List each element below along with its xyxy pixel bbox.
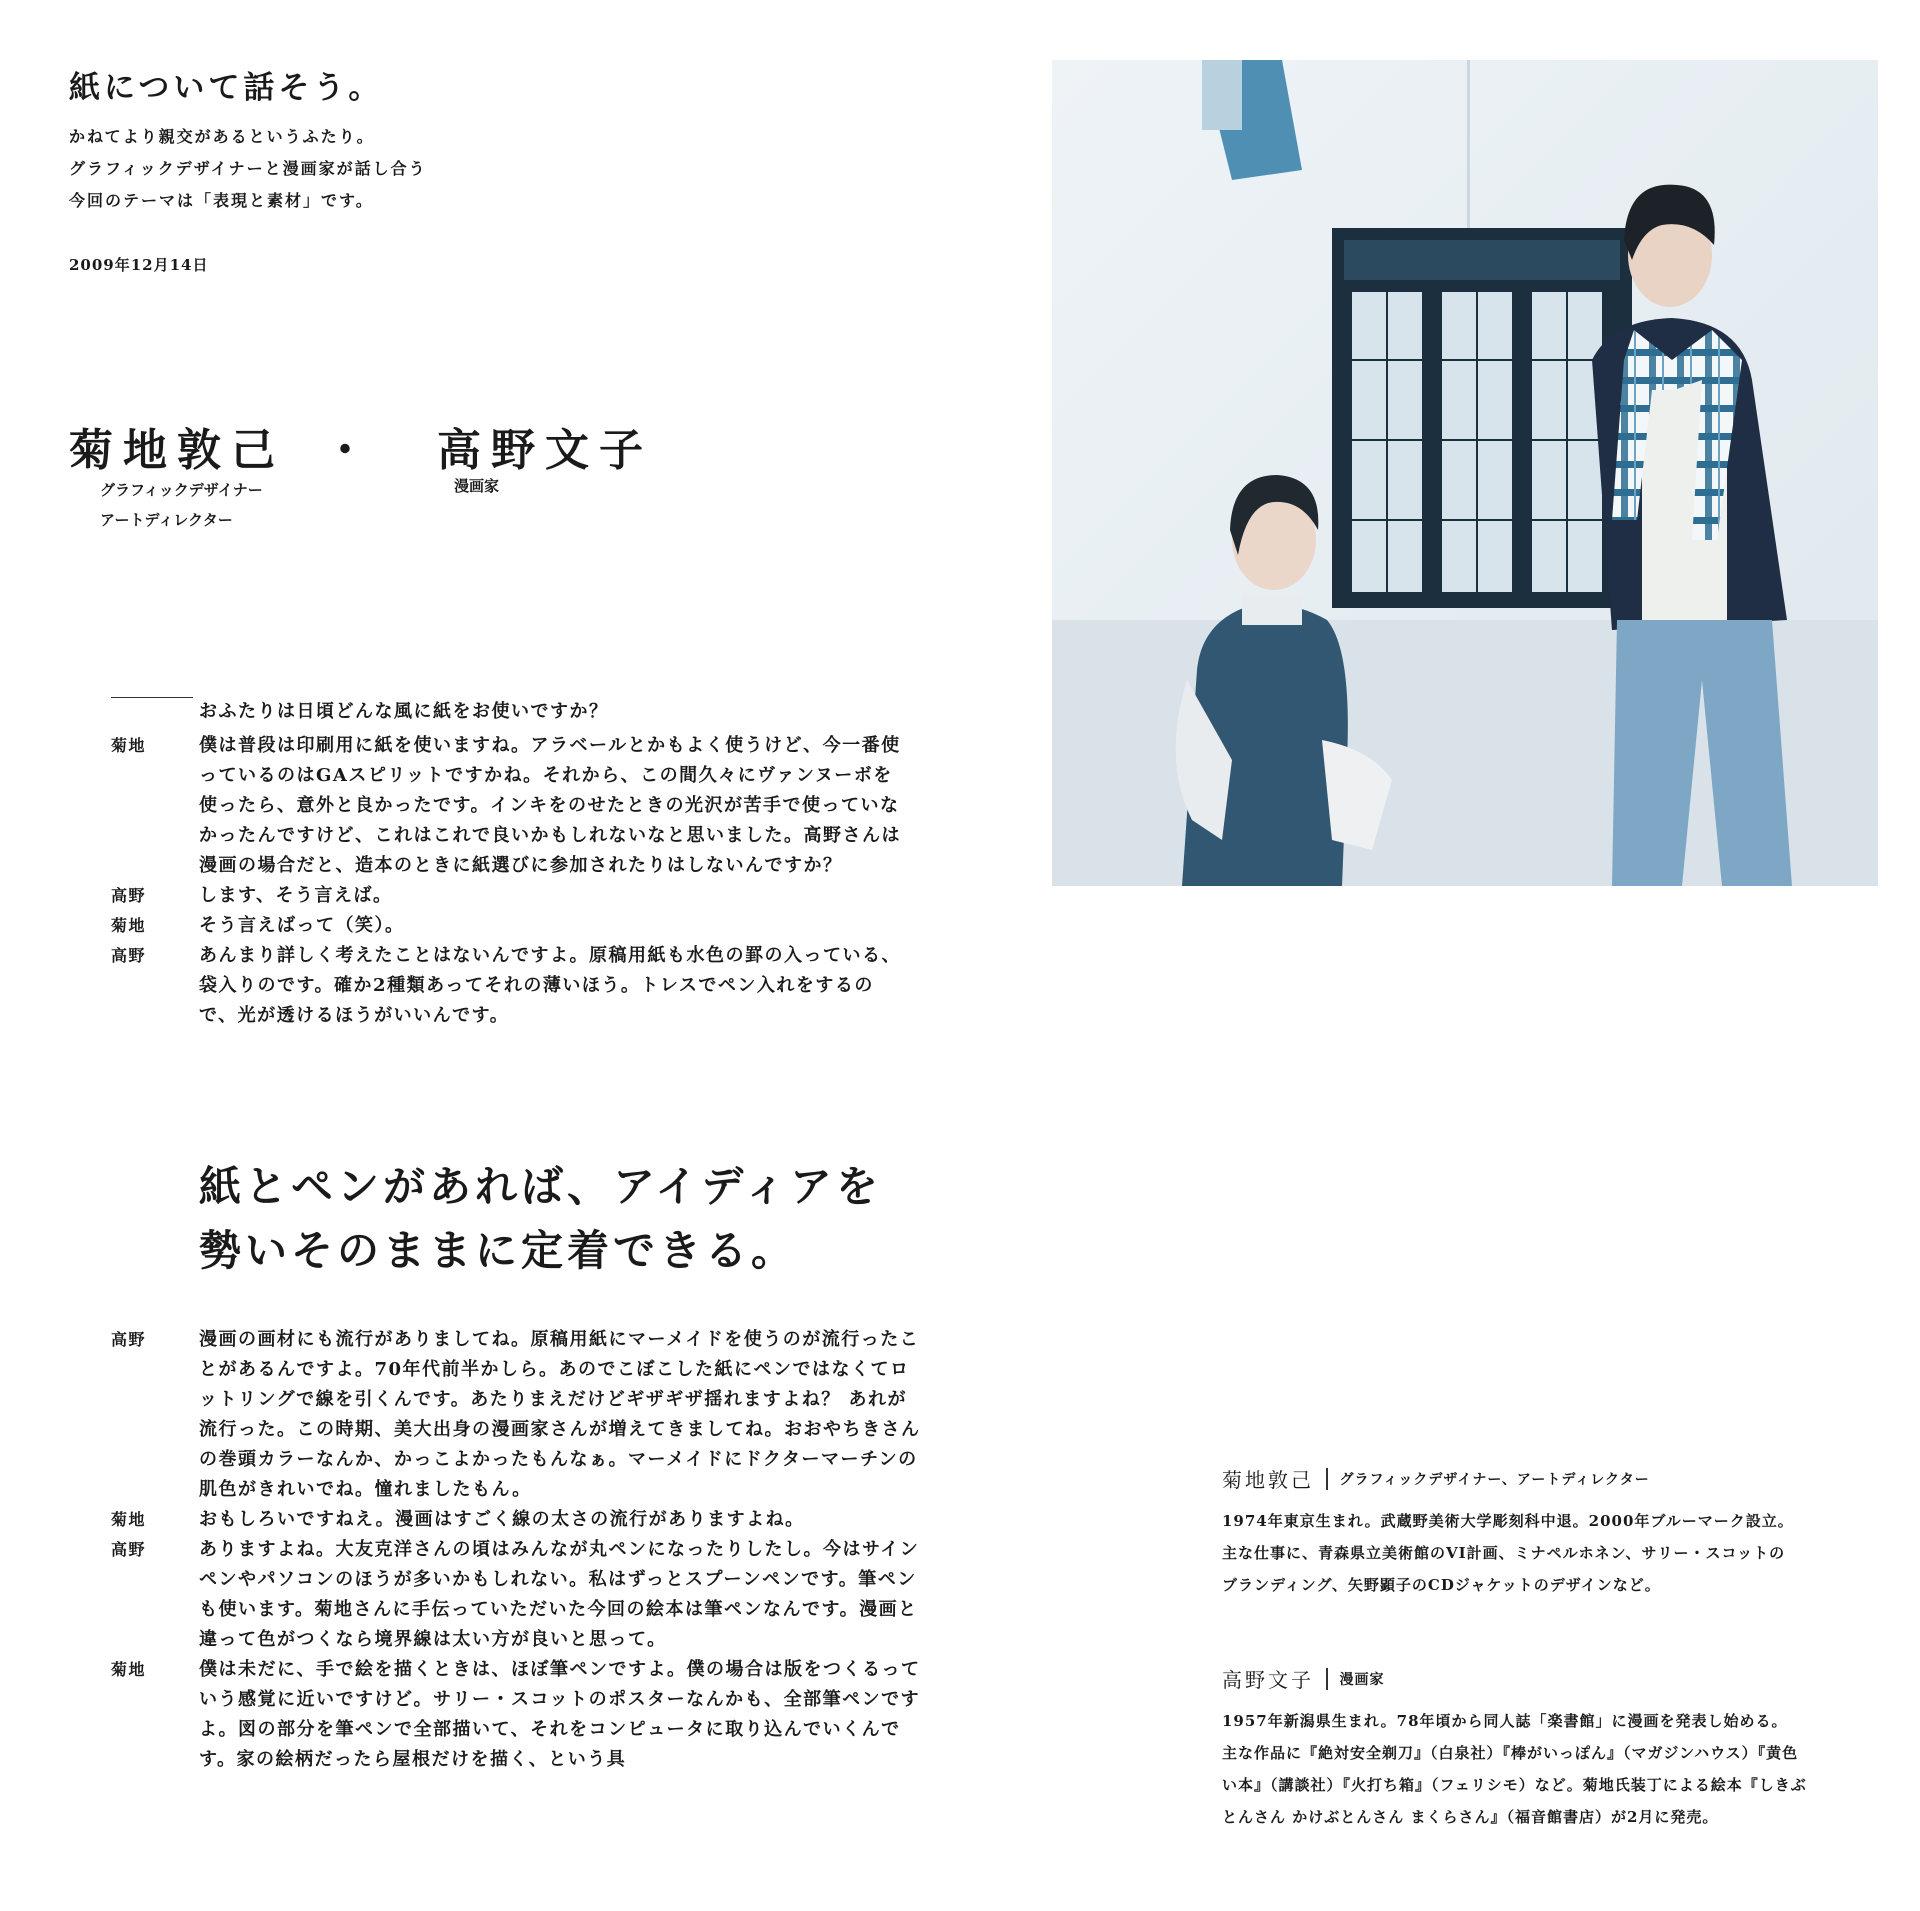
speaker-label: 菊地 [111, 916, 147, 935]
question-dash [111, 697, 193, 727]
speech-text: そう言えばって（笑）。 [199, 915, 405, 936]
pull-quote-line: 紙とペンがあれば、アイディアを [199, 1162, 882, 1211]
bio-divider [1326, 1668, 1328, 1690]
dialogue-line [111, 731, 901, 881]
dialogue-line [111, 881, 901, 911]
speaker-label: 菊地 [111, 1660, 147, 1679]
intro-text [69, 121, 427, 217]
speech-text: します、そう言えば。 [199, 885, 393, 906]
speaker-label: 高野 [111, 886, 147, 905]
dialogue-line [111, 941, 901, 1031]
speech-text: あんまり詳しく考えたことはないんですよ。原稿用紙も水色の罫の入っている、袋入りのです。確か2種類あってそれの薄いほう。トレスでペン入れをするので、光が透けるほうがいいんです。 [199, 945, 901, 1026]
bio-line: 主な仕事に、青森県立美術館のVI計画、ミナペルホネン、サリー・スコットの [1222, 1544, 1786, 1562]
question-text: おふたりは日頃どんな風に紙をお使いですか？ [199, 701, 609, 722]
bio-divider [1326, 1468, 1328, 1490]
dialogue-line [111, 1325, 926, 1505]
bio-role: グラフィックデザイナー、アートディレクター [1339, 1471, 1650, 1488]
bio-line: ブランディング、矢野顕子のCDジャケットのデザインなど。 [1222, 1576, 1661, 1594]
bio-text [1222, 1705, 1882, 1833]
speech-text: 僕は普段は印刷用に紙を使いますね。アラベールとかもよく使うけど、今一番使っているのはGAスピリットですかね。それから、この間久々にヴァンヌーボを使ったら、意外と良かったです。インキをのせたときの光沢が苦手で使っていなかったんですけど、これはこれで良いかもしれないなと思いました。高野さんは漫画の場合だと、造本のときに紙選びに参加されたりはしないんですか？ [199, 735, 901, 876]
bio-name: 高野文子 [1222, 1668, 1314, 1692]
speaker-label: 高野 [111, 1540, 147, 1559]
participant-name-kikuchi: 菊地敦己 [69, 425, 285, 476]
name-separator: ・ [323, 425, 377, 476]
speaker-label: 菊地 [111, 736, 147, 755]
bio-line: 1957年新潟県生まれ。78年頃から同人誌「楽書館」に漫画を発表し始める。 [1222, 1712, 1788, 1730]
publish-date: 2009年12月14日 [69, 256, 209, 274]
role-label: グラフィックデザイナー [100, 481, 263, 499]
speaker-label: 高野 [111, 946, 147, 965]
dialogue-line [111, 1655, 926, 1775]
dialogue-section-1 [111, 697, 901, 1031]
pull-quote [199, 1155, 882, 1283]
intro-line: グラフィックデザイナーと漫画家が話し合う [69, 159, 427, 178]
speech-text: おもしろいですねえ。漫画はすごく線の太さの流行がありますよね。 [199, 1509, 805, 1530]
portrait-illustration [1052, 60, 1878, 886]
bio-kikuchi [1222, 1464, 1882, 1601]
dialogue-line [111, 911, 901, 941]
participant-name-takano: 高野文子 [437, 425, 653, 476]
bio-line: とんさん かけぶとんさん まくらさん』（福音館書店）が2月に発売。 [1222, 1808, 1719, 1826]
bio-line: 1974年東京生まれ。武蔵野美術大学彫刻科中退。2000年ブルーマーク設立。 [1222, 1512, 1794, 1530]
bio-role: 漫画家 [1339, 1671, 1385, 1688]
participant-role-takano: 漫画家 [454, 477, 500, 495]
participant-roles-kikuchi [100, 475, 263, 535]
speaker-label: 菊地 [111, 1510, 147, 1529]
bio-name: 菊地敦己 [1222, 1468, 1314, 1492]
intro-line: かねてより親交があるというふたり。 [69, 127, 375, 146]
bio-takano [1222, 1664, 1882, 1833]
intro-line: 今回のテーマは「表現と素材」です。 [69, 191, 374, 210]
role-label: アートディレクター [100, 511, 233, 529]
speech-text: 僕は未だに、手で絵を描くときは、ほぼ筆ペンですよ。僕の場合は版をつくるっていう感覚に近いですけど。サリー・スコットのポスターなんかも、全部筆ペンですよ。図の部分を筆ペンで全部描いて、それをコンピュータに取り込んでいくんです。家の絵柄だったら屋根だけを描く、という具 [199, 1659, 921, 1770]
speech-text: 漫画の画材にも流行がありましてね。原稿用紙にマーメイドを使うのが流行ったことがあるんですよ。70年代前半かしら。あのでこぼこした紙にペンではなくてロットリングで線を引くんです。あたりまえだけどギザギザ揺れますよね？ あれが流行った。この時期、美大出身の漫画家さんが増えてきましてね。おおやちきさんの巻頭カラーなんか、かっこよかったもんなぁ。マーメイドにドクターマーチンの肌色がきれいでね。憧れましたもん。 [199, 1329, 921, 1500]
bio-text [1222, 1505, 1882, 1601]
bio-header [1222, 1464, 1882, 1493]
speaker-label: 高野 [111, 1330, 147, 1349]
participant-names [69, 414, 653, 478]
speech-text: ありますよね。大友克洋さんの頃はみんなが丸ペンになったりしたし。今はサインペンやパソコンのほうが多いかもしれない。私はずっとスプーンペンです。筆ペンも使います。菊地さんに手伝っていただいた今回の絵本は筆ペンなんです。漫画と違って色がつくなら境界線は太い方が良いと思って。 [199, 1539, 920, 1650]
portrait-photo [1052, 60, 1878, 886]
bio-header [1222, 1664, 1882, 1693]
interviewer-question [111, 697, 901, 727]
dialogue-line [111, 1535, 926, 1655]
dialogue-line [111, 1505, 926, 1535]
bio-line: い本』（講談社）『火打ち箱』（フェリシモ）など。菊地氏装丁による絵本『しきぶ [1222, 1776, 1807, 1794]
pull-quote-line: 勢いそのままに定着できる。 [199, 1226, 798, 1275]
page-title: 紙について話そう。 [69, 70, 384, 106]
dialogue-section-2 [111, 1325, 926, 1775]
bio-line: 主な作品に『絶対安全剃刀』（白泉社）『棒がいっぽん』（マガジンハウス）『黄色 [1222, 1744, 1799, 1762]
